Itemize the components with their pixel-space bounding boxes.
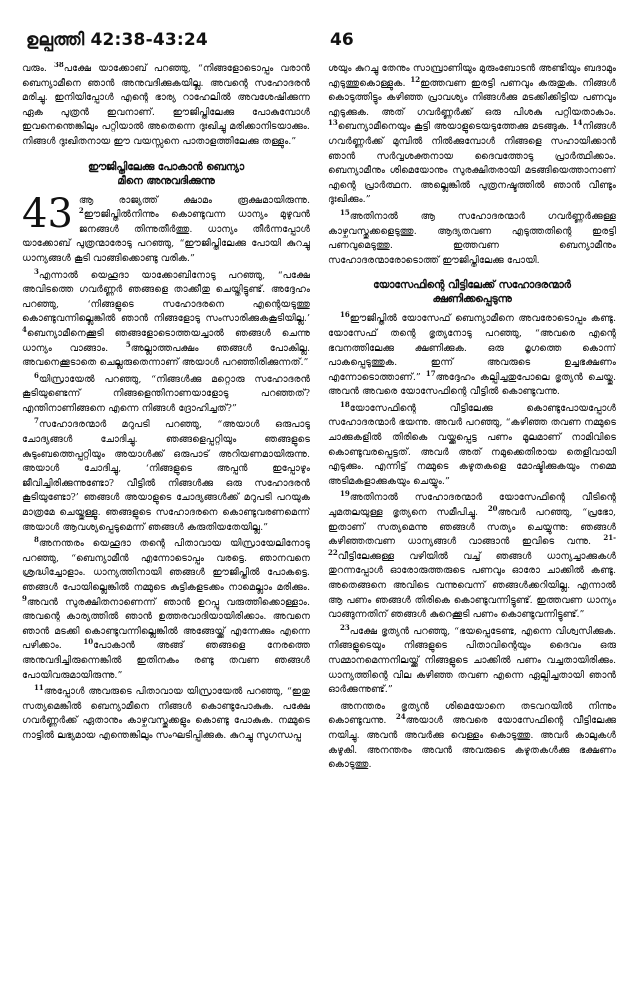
paragraph: [328, 207, 616, 268]
paragraph: [328, 700, 616, 773]
verse-text: നിങ്ങൾ ഗവർണ്ണർക്ക് മുമ്പിൽ നിൽക്കുമ്പോൾ നിങ്ങളെ സഹായിക്കാൻ ഞാൻ സർവ്വശക്തനായ ദൈവത്തോടു പ്രാർത്ഥിക്കാം. ബെന്യാമീനും ശിമെയോനും സുരക്ഷിതരായി മടങ്ങിയെത്താനാണ് എന്റെ പ്രാർത്ഥന. അല്ലെങ്കിൽ പുത്രനഷ്ടത്തിൽ ഞാൻ വീണ്ടും ദുഃഖിക്കും.”: [328, 121, 616, 206]
verse-text: അനന്തരം യെഹൂദാ തന്റെ പിതാവായ യിസ്രായേലിനോടു പറഞ്ഞു, “ബെന്യാമീൻ എന്നോടൊപ്പം വരട്ടെ. ഞാനവനെ ശ്രദ്ധിച്ചോളാം. ധാന്യത്തിനായി ഞങ്ങൾ ഈജിപ്തിൽ പോകട്ടെ. ഞങ്ങൾ പോയില്ലെങ്കിൽ നമ്മുടെ കുട്ടികളടക്കം നാമെല്ലാം മരിക്കും.: [22, 538, 310, 593]
verse-text: അല്ലാത്തപക്ഷം ഞങ്ങൾ പോകില്ല. അവനെക്കൂടാതെ ചെല്ലരുതെന്നാണ് അയാൾ പറഞ്ഞിരിക്കുന്നത്.”: [22, 342, 310, 369]
verse-text: പക്ഷേ യാക്കോബ് പറഞ്ഞു, “നിങ്ങളോടൊപ്പം വരാൻ ബെന്യാമീനെ ഞാൻ അനുവദിക്കുകയില്ല. അവന്റെ സഹോദരൻ മരിച്ചു. ഇനിയിപ്പോൾ എന്റെ ഭാര്യ റാഹേലിൽ അവശേഷിക്കുന്ന ഏക പുത്രൻ ഇവനാണ്. ഈജിപ്തിലേക്കു പോകുമ്പോൾ ഇവനെന്തെങ്കിലും പറ്റിയാൽ അതെന്നെ ദുഃഖിച്ചു മരിക്കാനിടയാക്കും. നിങ്ങൾ ദുഃഖിതനായ ഈ വയസ്സനെ പാതാളത്തിലേക്കു തള്ളും.”: [22, 63, 310, 147]
verse-text: അവർ പറഞ്ഞു, “പ്രഭോ, ഇതാണ് സത്യമെന്നു ഞങ്ങൾ സത്യം ചെയ്യുന്നു: ഞങ്ങൾ കഴിഞ്ഞതവണ ധാന്യങ്ങൾ വാങ്ങാൻ ഇവിടെ വന്നു.: [328, 507, 616, 548]
verse-number: 4: [22, 324, 27, 334]
paragraph: [22, 537, 310, 683]
section-heading-line: മീനെ അനുവദിക്കുന്നു: [117, 174, 215, 187]
verse-number: 16: [340, 310, 350, 320]
verse-text: അയാൾ അവരെ യോസേഫിന്റെ വീട്ടിലേക്കു നയിച്ചു. അവൻ അവർക്കു വെള്ളം കൊടുത്തു. അവർ കാലുകൾ കഴുകി. അനന്തരം അവൻ അവരുടെ കഴുതകൾക്കു ഭക്ഷണം കൊടുത്തു.: [328, 715, 616, 771]
verse-text: ശയും കുറച്ചു തേനും സാമ്പ്രാണിയും മുരുംബോടൻ അണ്ടിയും ബദാമും എടുത്തുകൊള്ളുക.: [328, 63, 616, 89]
verse-text: അതിനാൽ ആ സഹോദരന്മാർ ഗവർണ്ണർക്കുള്ള കാഴ്ചവസ്തുക്കളെടുത്തു. ആദ്യതവണ എടുത്തതിന്റെ ഇരട്ടി പണവുമെടുത്തു. ഇത്തവണ ബെന്യാമീനും സഹോദരന്മാരോടൊത്ത് ഈജിപ്തിലേക്കു പോയി.: [328, 210, 616, 266]
verse-number: 7: [34, 416, 39, 426]
verse-text: അദ്ദേഹം കല്പിച്ചതുപോലെ ഭൃത്യൻ ചെയ്തു. അവൻ അവരെ യോസേഫിന്റെ വീട്ടിൽ കൊണ്ടുവന്നു.: [328, 371, 616, 398]
verse-number: 24: [395, 712, 406, 722]
paragraph: [22, 682, 310, 743]
verse-text: സഹോദരന്മാർ മറുപടി പറഞ്ഞു, “അയാൾ ഒരുപാടു ചോദ്യങ്ങൾ ചോദിച്ചു. ഞങ്ങളെപ്പറ്റിയും ഞങ്ങളുടെ കുടുംബത്തെപ്പറ്റിയും അയാൾക്ക് ഒരുപാട് അറിയണമായിരുന്നു. അയാൾ ചോദിച്ചു, ‘നിങ്ങളുടെ അപ്പൻ ഇപ്പോഴും ജീവിച്ചിരിക്കുന്നുണ്ടോ? വീട്ടിൽ നിങ്ങൾക്കു ഒരു സഹോദരൻ കൂടിയുണ്ടോ?’ ഞങ്ങൾ അയാളുടെ ചോദ്യങ്ങൾക്ക് മറുപടി പറയുക മാത്രമേ ചെയ്തുള്ളൂ. ഞങ്ങളുടെ സഹോദരനെ കൊണ്ടുവരണമെന്ന് അയാൾ ആവശ്യപ്പെടുമെന്ന് ഞങ്ങൾ കരുതിയതേയില്ല.”: [22, 419, 310, 533]
left-column: [22, 62, 310, 973]
verse-number: 6: [34, 370, 39, 380]
verse-number: 14: [572, 118, 583, 128]
verse-number: 20: [487, 503, 498, 513]
chapter-number: 43: [22, 193, 73, 237]
paragraph: [328, 399, 616, 490]
section-heading-line: ക്ഷണിക്കപ്പെടുന്നു: [432, 293, 512, 306]
paragraph: [328, 312, 616, 400]
section-heading: [22, 160, 310, 188]
paragraph: [22, 62, 310, 150]
verse-number: 19: [340, 489, 350, 499]
verse-number: 2: [78, 205, 84, 215]
verse-text: വീട്ടിലേക്കുള്ള വഴിയിൽ വച്ച് ഞങ്ങൾ ധാന്യച്ചാക്കുകൾ തുറന്നപ്പോൾ ഓരോരുത്തരുടെ പണവും ഓരോ ചാക്കിൽ കണ്ടു. അതെങ്ങനെ അവിടെ വന്നുവെന്ന് ഞങ്ങൾക്കറിയില്ല. എന്നാൽ ആ പണം ഞങ്ങൾ തിരികെ കൊണ്ടുവന്നിട്ടുണ്ട്. ഇത്തവണ ധാന്യം വാങ്ങുന്നതിന് ഞങ്ങൾ കുറെക്കൂടി പണം കൊണ്ടുവന്നിട്ടുണ്ട്.”: [328, 550, 616, 621]
verse-number: 5: [125, 339, 131, 349]
verse-text: അതിനാൽ സഹോദരന്മാർ യോസേഫിന്റെ വീടിന്റെ ചുമതലയുള്ള ഭൃത്യനെ സമീപിച്ചു.: [328, 492, 616, 519]
verse-text: അനന്തരം ഭൃത്യൻ ശിമെയോനെ തടവറയിൽ നിന്നും കൊണ്ടുവന്നു.: [328, 700, 616, 727]
verse-text: വരും.: [22, 63, 55, 74]
section-heading-line: ഈജിപ്തിലേക്കു പോകാൻ ബെന്യാ: [87, 160, 245, 173]
paragraph: [328, 622, 616, 698]
verse-number: 3: [34, 266, 39, 276]
verse-number: 12: [410, 74, 421, 84]
verse-text: ഇത്തവണ ഇരട്ടി പണവും കരുതുക. നിങ്ങൾ കൊടുത്തിട്ടും കഴിഞ്ഞ പ്രാവശ്യം നിങ്ങൾക്കു മടക്കിക്കിട്ടിയ പണവും എടുക്കുക. അത് ഗവർണ്ണർക്ക് ഒരു പിശകു പറ്റിയതാകാം.: [328, 77, 616, 118]
chapter-start: [22, 194, 310, 269]
verse-number: 21-22: [328, 533, 616, 557]
verse-text: യോസേഫിന്റെ വീട്ടിലേക്കു കൊണ്ടുപോയപ്പോൾ സഹോദരന്മാർ ഭയന്നു. അവർ പറഞ്ഞു, “കഴിഞ്ഞ തവണ നമ്മുടെ ചാക്കുകളിൽ തിരികെ വയ്ക്കപ്പെട്ട പണം മൂലമാണ് നാമിവിടെ കൊണ്ടുവരപ്പെട്ടത്. അവർ അത് നമുക്കെതിരായ തെളിവായി എടുക്കും. എന്നിട്ട് നമ്മുടെ കഴുതകളെ മോഷ്ടിക്കുകയും നമ്മെ അടിമകളാക്കുകയും ചെയ്യും.”: [328, 402, 616, 487]
verse-number: 13: [328, 118, 338, 128]
verse-text: ബെന്യാമീനെയും കൂട്ടി അയാളുടെയടുത്തേക്കു മടങ്ങുക.: [337, 121, 573, 133]
right-column: [328, 62, 616, 973]
verse-text: അവൻ സുരക്ഷിതനാണെന്ന് ഞാൻ ഉറപ്പു വരുത്തിക്കൊള്ളാം. അവന്റെ കാര്യത്തിൽ ഞാൻ ഉത്തരവാദിയായിരിക്കാം. അവനെ ഞാൻ മടക്കി കൊണ്ടുവന്നില്ലെങ്കിൽ അങ്ങേയ്ക്ക് എന്നേക്കും എന്നെ പഴിക്കാം.: [22, 596, 310, 652]
verse-text: ആ രാജ്യത്ത് ക്ഷാമം രൂക്ഷമായിരുന്നു.: [78, 194, 310, 206]
running-head: ഉല്പത്തി 42:38-43:24: [26, 30, 208, 50]
verse-number: 17: [425, 368, 436, 378]
paragraph: [22, 418, 310, 535]
verse-number: 8: [34, 535, 39, 545]
verse-number: 10: [83, 637, 94, 647]
page-header: [22, 28, 616, 62]
verse-number: 11: [34, 682, 44, 692]
verse-text: ഈജിപ്തിൽനിന്നും കൊണ്ടുവന്ന ധാന്യം മുഴുവൻ ജനങ്ങൾ തിന്നുതീർത്തു. ധാന്യം തീർന്നപ്പോൾ യാക്കോബ് പുത്രന്മാരോടു പറഞ്ഞു, “ഈജിപ്തിലേക്കു പോയി കുറച്ചു ധാന്യങ്ങൾ കൂടി വാങ്ങിക്കൊണ്ടു വരിക.”: [22, 209, 310, 264]
verse-text: പോകാൻ അങ്ങ് ഞങ്ങളെ നേരത്തെ അനുവദിച്ചിരുന്നെങ്കിൽ ഇതിനകം രണ്ടു തവണ ഞങ്ങൾ പോയിവരുമായിരുന്നു.”: [22, 640, 310, 681]
verse-number: 18: [340, 399, 350, 409]
verse-text: യിസ്രായേൽ പറഞ്ഞു, “നിങ്ങൾക്കു മറ്റൊരു സഹോദരൻ കൂടിയുണ്ടെന്ന് നിങ്ങളെന്തിനാണയാളോടു പറഞ്ഞത്? എന്തിനാണിങ്ങനെ എന്നെ നിങ്ങൾ ദ്രോഹിച്ചത്?”: [22, 373, 310, 414]
verse-number: 23: [340, 622, 350, 632]
verse-text: ഈജിപ്തിൽ യോസേഫ് ബെന്യാമീനെ അവരോടൊപ്പം കണ്ടു. യോസേഫ് തന്റെ ഭൃത്യനോടു പറഞ്ഞു, “അവരെ എന്റെ ഭവനത്തിലേക്കു ക്ഷണിക്കുക. ഒരു മൃഗത്തെ കൊന്ന് പാകപ്പെടുത്തുക. ഇന്ന് അവരുടെ ഉച്ചഭക്ഷണം എന്നോടൊത്താണ്.”: [328, 313, 616, 383]
verse-number: 9: [22, 593, 27, 603]
verse-number: 15: [340, 207, 350, 217]
verse-text: ബെന്യാമീനെക്കൂടി ഞങ്ങളോടൊത്തയച്ചാൽ ഞങ്ങൾ ചെന്നു ധാന്യം വാങ്ങാം.: [22, 327, 310, 354]
verse-text: എന്നാൽ യെഹൂദാ യാക്കോബിനോടു പറഞ്ഞു, “പക്ഷേ അവിടത്തെ ഗവർണ്ണർ ഞങ്ങളെ താക്കീതു ചെയ്തിട്ടുണ്ട്. അദ്ദേഹം പറഞ്ഞു, ‘നിങ്ങളുടെ സഹോദരനെ എന്റെയടുത്തു കൊണ്ടുവന്നില്ലെങ്കിൽ ഞാൻ നിങ്ങളോടു സംസാരിക്കുകകൂടിയില്ല.’: [22, 269, 310, 325]
page-number: 46: [330, 30, 354, 50]
section-heading-line: യോസേഫിന്റെ വീട്ടിലേക്ക് സഹോദരന്മാർ: [373, 279, 571, 292]
verse-number: 38: [54, 62, 64, 69]
text-columns: [22, 62, 616, 973]
paragraph: [22, 370, 310, 417]
paragraph: [22, 266, 310, 371]
verse-text: പക്ഷേ ഭൃത്യൻ പറഞ്ഞു, “ഭയപ്പെടേണ്ട, എന്നെ വിശ്വസിക്കുക. നിങ്ങളുടെയും നിങ്ങളുടെ പിതാവിന്റെയും ദൈവം ഒരു സമ്മാനമെന്നനിലയ്ക്ക് നിങ്ങളുടെ ചാക്കിൽ പണം വച്ചതായിരിക്കും. ധാന്യത്തിന്റെ വില കഴിഞ്ഞ തവണ എന്നെ ഏല്പിച്ചതായി ഞാൻ ഓർക്കുന്നുണ്ട്.”: [328, 625, 616, 696]
verse-text: അപ്പോൾ അവരുടെ പിതാവായ യിസ്രായേൽ പറഞ്ഞു, “ഇതു സത്യമെങ്കിൽ ബെന്യാമീനെ നിങ്ങൾ കൊണ്ടുപോകുക. പക്ഷേ ഗവർണ്ണർക്ക് ഏതാനും കാഴ്ചവസ്തുക്കളും കൊണ്ടു പോകുക. നമ്മുടെ നാട്ടിൽ ലഭ്യമായ എന്തെങ്കിലും സംഘടിപ്പിക്കുക. കുറച്ചു സുഗന്ധപ്പ: [22, 686, 310, 741]
section-heading: [328, 278, 616, 306]
paragraph: [328, 491, 616, 622]
paragraph: [328, 62, 616, 208]
